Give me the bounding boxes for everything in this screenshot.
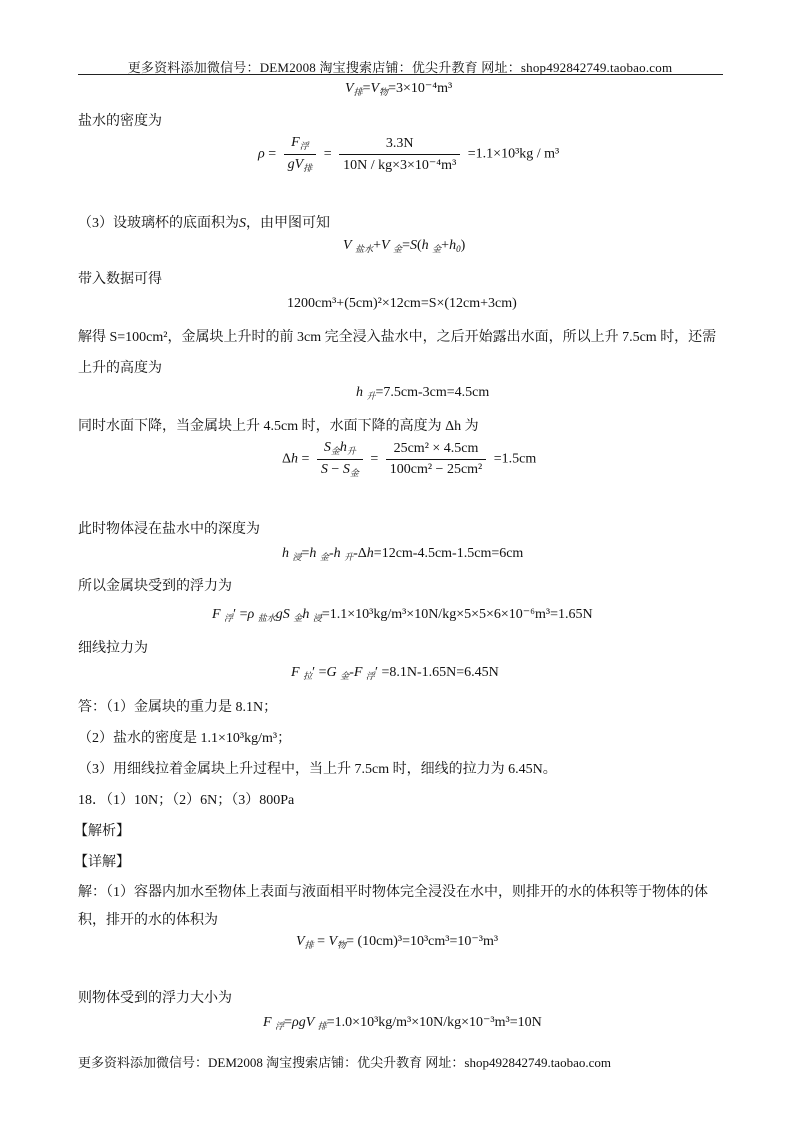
detail-heading: 【详解】	[74, 855, 130, 870]
rise-height-formula: h $_升$=7.5cm-3cm=4.5cm	[356, 385, 490, 401]
tension-label: 细线拉力为	[78, 641, 148, 656]
page-footer: 更多资料添加微信号：DEM2008 淘宝搜索店铺：优尖升教育 网址：shop492842749.taobao.com	[78, 1055, 611, 1070]
substitute-label: 带入数据可得	[78, 272, 162, 287]
delta-h-formula: Δh = $\frac{S_金h_升}{S - S_金}$ = $\frac{\text{25cm² × 4.5cm}}{\text{100cm² − 25cm²}}$ =1.5cm	[282, 440, 537, 478]
delta-h-fraction-symbolic: $\frac{S_金h_升}{S - S_金}$	[317, 440, 363, 479]
buoyancy-label: 所以金属块受到的浮力为	[78, 579, 232, 594]
buoyancy-2-label: 则物体受到的浮力大小为	[78, 991, 232, 1006]
question-18-answer: 18．（1）10N；（2）6N；（3）800Pa	[78, 793, 295, 808]
part3-intro: （3）设玻璃杯的底面积为S，由甲图可知	[78, 216, 330, 231]
answer-2: （2）盐水的密度是 1.1×10³kg/m³；	[78, 731, 292, 746]
density-fraction-symbolic: $\frac{F_浮}{gV_排}$	[284, 135, 317, 174]
answer-3: （3）用细线拉着金属块上升过程中，当上升 7.5cm 时，细线的拉力为 6.45N。	[78, 762, 557, 777]
v-pai-value: =3×10⁻⁴m³	[388, 81, 453, 96]
buoyancy-2-formula: F $_浮$=ρgV $_排$=1.0×10³kg/m³×10N/kg×10⁻³m³=10N	[263, 1015, 542, 1031]
delta-h-fraction-values: $\frac{\text{25cm² × 4.5cm}}{\text{100cm² − 25cm²}}$	[386, 441, 487, 478]
analysis-heading: 【解析】	[74, 824, 130, 839]
v-pai-formula: $V_排=V_物=3\times 10^{-4}m^3$	[345, 81, 453, 97]
volume-relation-formula: V $_{盐水}$+V $_金$=S(h $_金+h_0$)	[343, 238, 466, 254]
density-fraction-values: $\frac{3.3N}{\text{10N / kg×3×10⁻⁴m³}}$	[339, 136, 460, 174]
density-result: =1.1×10³kg / m³	[467, 146, 560, 162]
solution-line-2: 积，排开的水的体积为	[78, 913, 218, 928]
answer-1: 答：（1）金属块的重力是 8.1N；	[78, 700, 278, 715]
solve-line-1: 解得 S=100cm²，金属块上升时的前 3cm 完全浸入盐水中，之后开始露出水面，所以上升 7.5cm 时，还需	[78, 330, 717, 345]
displaced-volume-formula: $V_排 = V_物= (10cm)^3=10^3cm^3=10^{-3}m^3$	[296, 934, 499, 950]
tension-formula: F $_拉$′ =G $_金$-F $_浮$′ =8.1N-1.65N=6.45N	[291, 665, 499, 681]
salt-density-label: 盐水的密度为	[78, 114, 162, 129]
water-drop-text: 同时水面下降，当金属块上升 4.5cm 时，水面下降的高度为 Δh 为	[78, 419, 479, 434]
solution-line-1: 解：（1）容器内加水至物体上表面与液面相平时物体完全浸没在水中，则排开的水的体积等于物体的体	[78, 885, 708, 900]
header-divider	[78, 74, 723, 75]
density-formula: ρ = $\frac{F_浮}{gV_排}$ = $\frac{3.3N}{\text{10N / kg×3×10⁻⁴m³}}$ =1.1×10³kg / m³	[258, 135, 560, 173]
data-equation: 1200cm³+(5cm)²×12cm=S×(12cm+3cm)	[287, 296, 517, 311]
solve-line-2: 上升的高度为	[78, 361, 162, 376]
buoyancy-formula: F $_浮$′ =ρ $_{盐水}$gS $_金$h $_浸$=1.1×10³kg/m³×10N/kg×5×5×6×10⁻⁶m³=1.65N	[212, 607, 593, 623]
depth-label: 此时物体浸在盐水中的深度为	[78, 522, 260, 537]
page-header: 更多资料添加微信号：DEM2008 淘宝搜索店铺：优尖升教育 网址：shop492842749.taobao.com	[127, 60, 673, 75]
depth-formula: h $_浸$=h $_金$-h $_升$-Δh=12cm-4.5cm-1.5cm=6cm	[282, 546, 524, 562]
